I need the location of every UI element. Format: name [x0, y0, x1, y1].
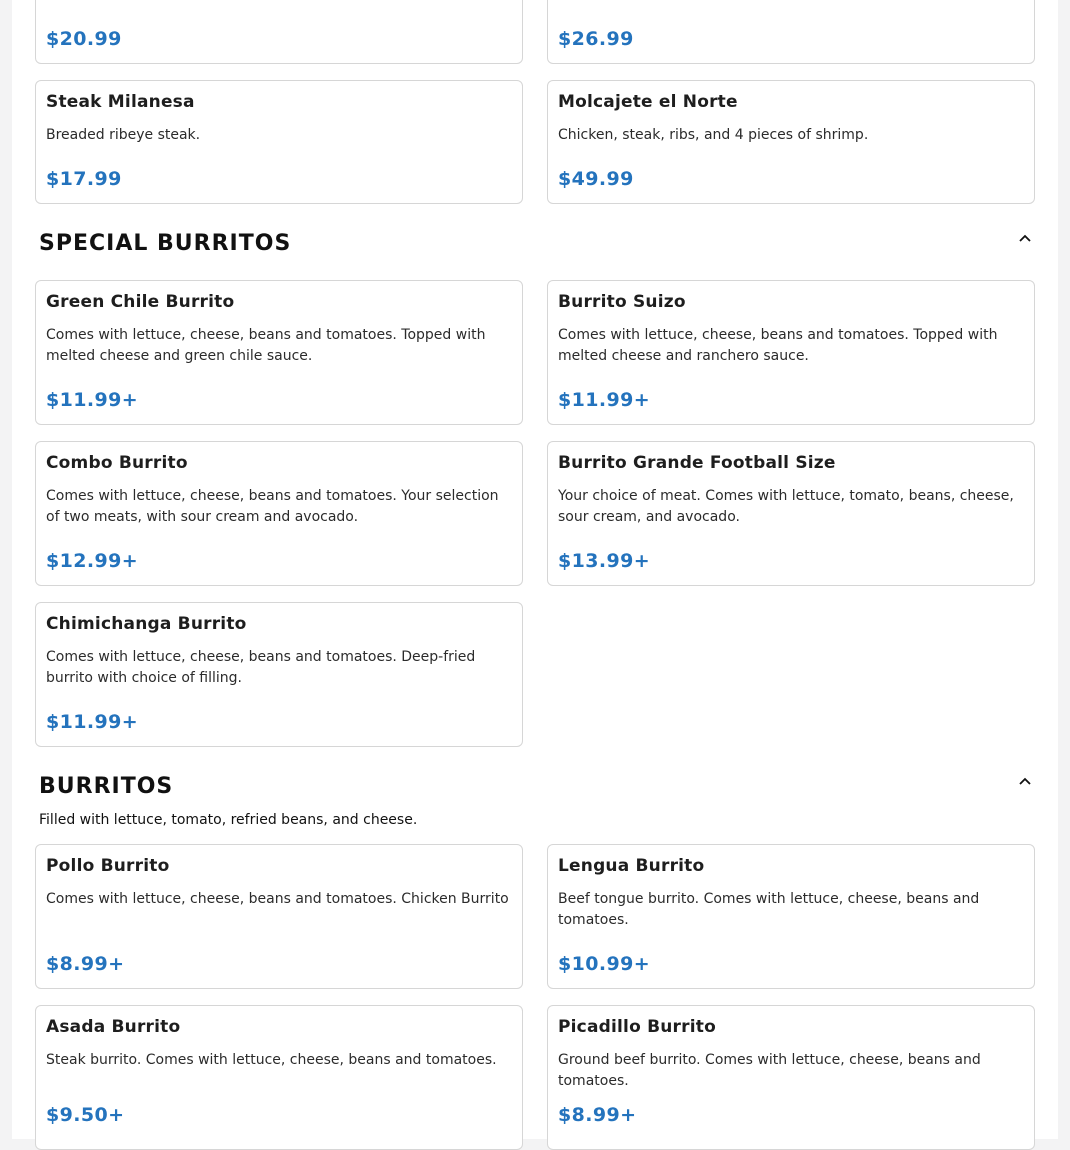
item-price: $8.99+ — [558, 1104, 637, 1126]
item-price: $8.99+ — [46, 953, 125, 975]
section-title: SPECIAL BURRITOS — [39, 231, 292, 256]
item-price: $26.99 — [558, 28, 634, 50]
item-price: $12.99+ — [46, 550, 139, 572]
item-name: Molcajete el Norte — [558, 92, 738, 112]
item-price: $49.99 — [558, 168, 634, 190]
item-name: Green Chile Burrito — [46, 292, 235, 312]
chevron-up-icon[interactable] — [1018, 233, 1032, 243]
section-description: Filled with lettuce, tomato, refried beans, and cheese. — [39, 812, 418, 828]
menu-item-card[interactable] — [35, 280, 523, 425]
menu-page — [12, 0, 1058, 1139]
menu-item-card[interactable] — [35, 844, 523, 989]
item-price: $10.99+ — [558, 953, 651, 975]
item-name: Picadillo Burrito — [558, 1017, 716, 1037]
item-description: Beef tongue burrito. Comes with lettuce, cheese, beans and tomatoes. — [558, 891, 980, 928]
menu-item-card[interactable] — [547, 80, 1035, 204]
item-description: Ground beef burrito. Comes with lettuce, cheese, beans and tomatoes. — [558, 1052, 981, 1089]
item-description: Comes with lettuce, cheese, beans and tomatoes. Topped with melted cheese and green chile sauce. — [46, 327, 486, 364]
menu-item-card[interactable] — [35, 1005, 523, 1150]
item-name: Lengua Burrito — [558, 856, 705, 876]
item-description: Comes with lettuce, cheese, beans and tomatoes. Your selection of two meats, with sour cream and avocado. — [46, 488, 499, 525]
item-name: Steak Milanesa — [46, 92, 195, 112]
menu-item-card[interactable] — [547, 844, 1035, 989]
item-description: Comes with lettuce, cheese, beans and tomatoes. Chicken Burrito — [46, 891, 509, 907]
menu-item-card[interactable] — [35, 80, 523, 204]
menu-item-card[interactable] — [547, 280, 1035, 425]
item-price: $11.99+ — [46, 389, 139, 411]
item-name: Combo Burrito — [46, 453, 188, 473]
item-name: Burrito Grande Football Size — [558, 453, 836, 473]
item-description: Steak burrito. Comes with lettuce, cheese, beans and tomatoes. — [46, 1052, 497, 1068]
item-name: Pollo Burrito — [46, 856, 170, 876]
item-description: Chicken, steak, ribs, and 4 pieces of shrimp. — [558, 127, 869, 143]
item-price: $20.99 — [46, 28, 122, 50]
item-description: Your choice of meat. Comes with lettuce, tomato, beans, cheese, sour cream, and avocado. — [558, 488, 1014, 525]
menu-item-card[interactable] — [35, 441, 523, 586]
item-name: Burrito Suizo — [558, 292, 686, 312]
item-name: Asada Burrito — [46, 1017, 181, 1037]
item-name: Chimichanga Burrito — [46, 614, 247, 634]
item-description: Comes with lettuce, cheese, beans and tomatoes. Deep-fried burrito with choice of filling. — [46, 649, 476, 686]
menu-item-card[interactable] — [547, 1005, 1035, 1150]
item-price: $9.50+ — [46, 1104, 125, 1126]
menu-item-card[interactable] — [35, 0, 523, 64]
menu-item-card[interactable] — [547, 441, 1035, 586]
chevron-up-icon[interactable] — [1018, 776, 1032, 786]
item-price: $17.99 — [46, 168, 122, 190]
item-description: Breaded ribeye steak. — [46, 127, 201, 143]
menu-item-card[interactable] — [547, 0, 1035, 64]
menu-item-card[interactable] — [35, 602, 523, 747]
item-price: $11.99+ — [46, 711, 139, 733]
item-description: Comes with lettuce, cheese, beans and tomatoes. Topped with melted cheese and ranchero sauce. — [558, 327, 998, 364]
section-title: BURRITOS — [39, 774, 174, 799]
item-price: $11.99+ — [558, 389, 651, 411]
item-price: $13.99+ — [558, 550, 651, 572]
